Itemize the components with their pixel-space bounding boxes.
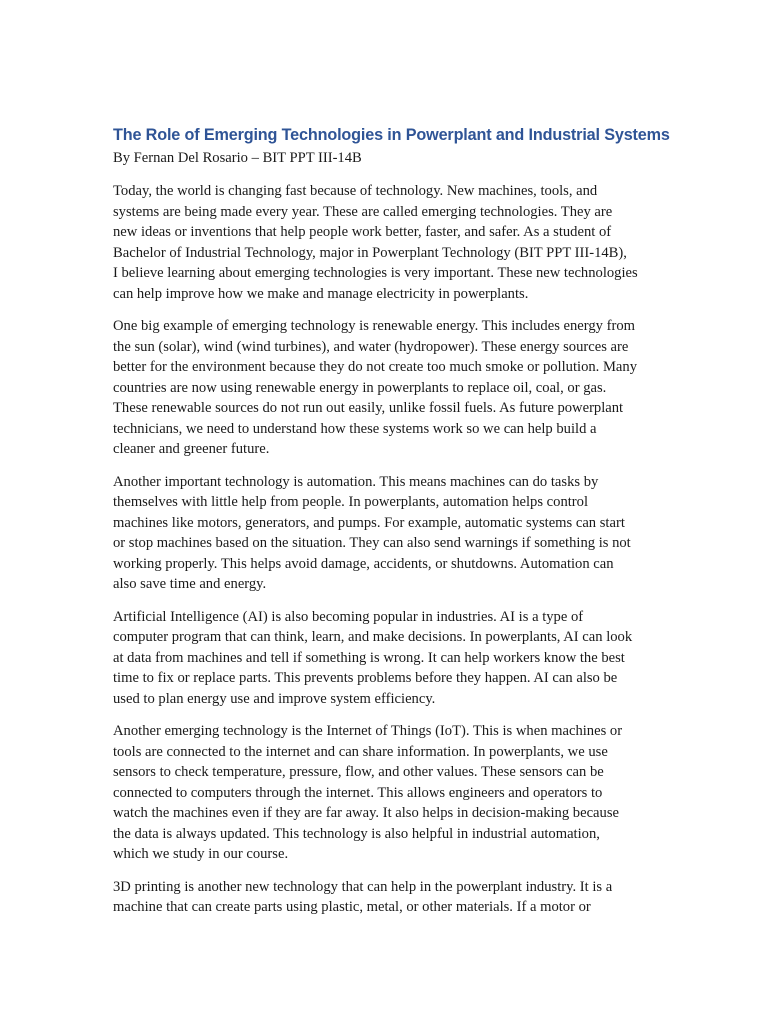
body-paragraph (113, 607, 658, 710)
paragraph-line: working properly. This helps avoid damage, accidents, or shutdowns. Automation can (113, 555, 614, 572)
paragraph-line: new ideas or inventions that help people work better, faster, and safer. As a student of (113, 224, 612, 240)
body-paragraph (113, 316, 658, 460)
paragraph-line: Another emerging technology is the Internet of Things (IoT). This is when machines or (113, 723, 623, 739)
paragraph-line: sensors to check temperature, pressure, flow, and other values. These sensors can be (113, 764, 604, 780)
paragraph-line: at data from machines and tell if something is wrong. It can help workers know the best (113, 649, 625, 666)
paragraph-line: connected to computers through the internet. This allows engineers and operators to (113, 784, 603, 801)
body-paragraph (113, 472, 658, 595)
document-body (113, 181, 658, 918)
paragraph-line: the data is always updated. This technology is also helpful in industrial automation, (113, 825, 600, 842)
paragraph-line: Another important technology is automation. This means machines can do tasks by (113, 473, 599, 490)
paragraph-line: These renewable sources do not run out easily, unlike fossil fuels. As future powerplant (113, 400, 624, 416)
paragraph-line: One big example of emerging technology is renewable energy. This includes energy from (113, 318, 635, 334)
paragraph-line: I believe learning about emerging technologies is very important. These new technologies (113, 265, 638, 281)
paragraph-line: also save time and energy. (113, 576, 267, 592)
paragraph-line: technicians, we need to understand how these systems work so we can help build a (113, 420, 597, 437)
body-paragraph (113, 181, 658, 304)
paragraph-line: machine that can create parts using plastic, metal, or other materials. If a motor or (113, 899, 591, 915)
paragraph-line: or stop machines based on the situation. They can also send warnings if something is not (113, 535, 631, 551)
paragraph-line: Artificial Intelligence (AI) is also becoming popular in industries. AI is a type of (113, 608, 584, 625)
paragraph-line: time to fix or replace parts. This prevents problems before they happen. AI can also be (113, 670, 618, 686)
paragraph-line: countries are now using renewable energy in powerplants to replace oil, coal, or gas. (113, 379, 607, 396)
paragraph-line: watch the machines even if they are far away. It also helps in decision-making because (113, 805, 619, 821)
paragraph-line: can help improve how we make and manage electricity in powerplants. (113, 285, 529, 302)
paragraph-line: Today, the world is changing fast because of technology. New machines, tools, and (113, 183, 598, 199)
paragraph-line: systems are being made every year. These are called emerging technologies. They are (113, 203, 613, 220)
document-page (113, 122, 670, 930)
paragraph-line: themselves with little help from people. In powerplants, automation helps control (113, 494, 589, 510)
paragraph-line: the sun (solar), wind (wind turbines), and water (hydropower). These energy sources are (113, 338, 629, 355)
document-byline: By Fernan Del Rosario – BIT PPT III-14B (113, 150, 362, 166)
paragraph-line: 3D printing is another new technology that can help in the powerplant industry. It is a (113, 878, 613, 895)
paragraph-line: used to plan energy use and improve system efficiency. (113, 690, 436, 707)
paragraph-line: computer program that can think, learn, and make decisions. In powerplants, AI can look (113, 629, 633, 645)
document-title: The Role of Emerging Technologies in Powerplant and Industrial Systems (113, 126, 670, 144)
paragraph-line: which we study in our course. (113, 846, 289, 862)
paragraph-line: better for the environment because they do not create too much smoke or pollution. Many (113, 359, 638, 375)
paragraph-line: cleaner and greener future. (113, 441, 270, 457)
paragraph-line: Bachelor of Industrial Technology, major in Powerplant Technology (BIT PPT III-14B), (113, 244, 627, 261)
body-paragraph (113, 721, 658, 865)
paragraph-line: machines like motors, generators, and pumps. For example, automatic systems can start (113, 514, 625, 531)
body-paragraph (113, 877, 658, 918)
paragraph-line: tools are connected to the internet and can share information. In powerplants, we use (113, 743, 608, 760)
